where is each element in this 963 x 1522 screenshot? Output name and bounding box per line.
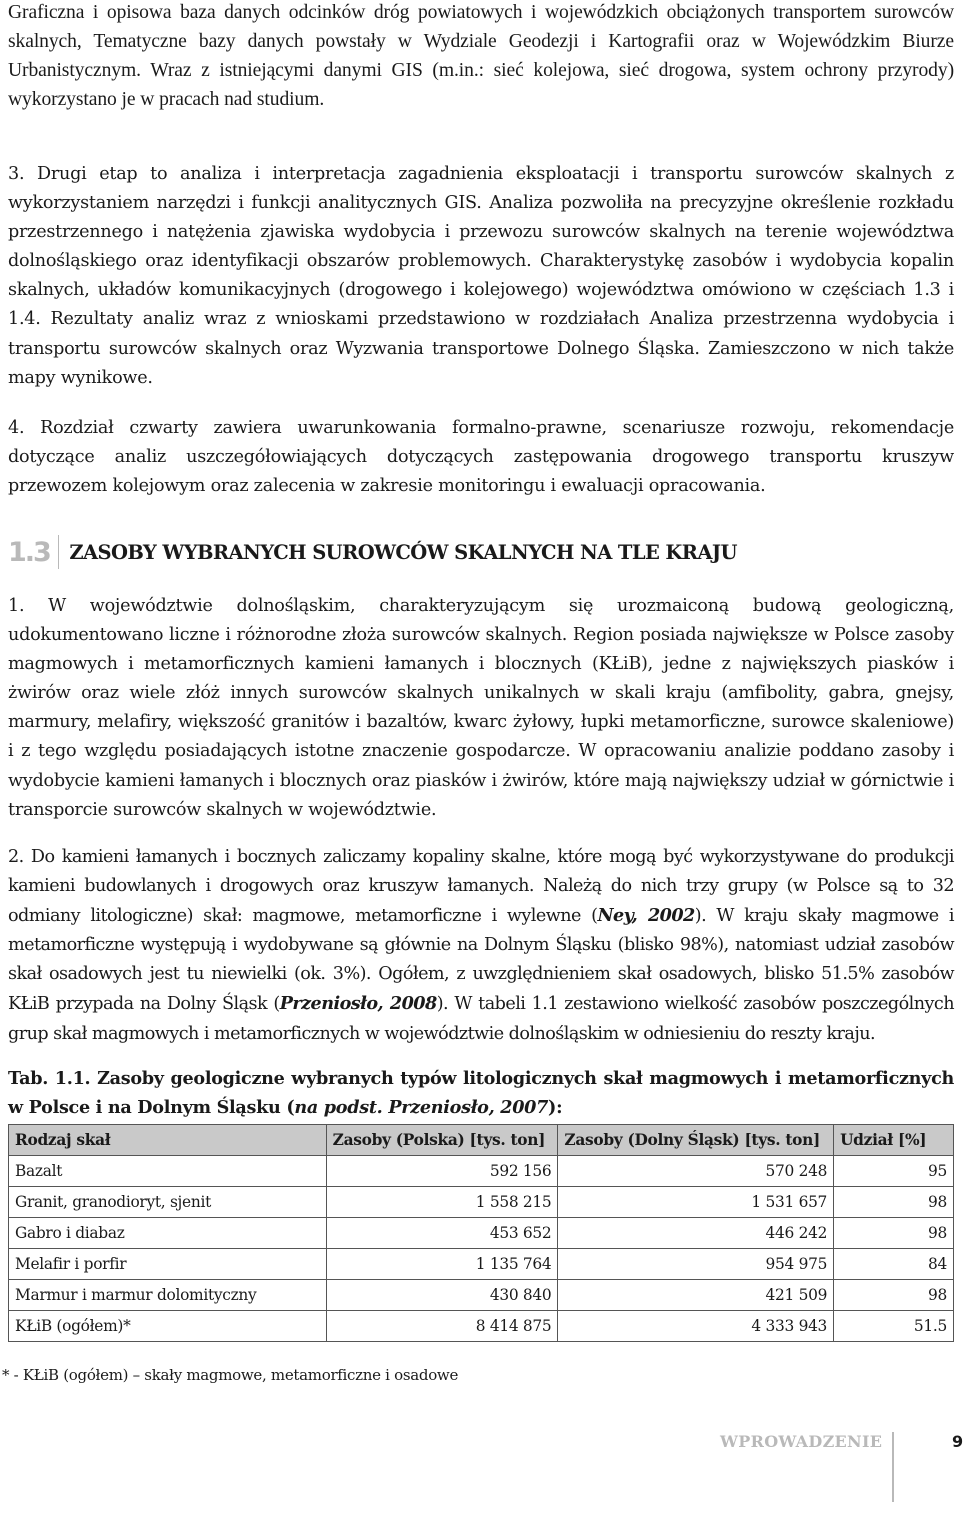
paragraph-text: ). W tabeli 1.1 zestawiono wielkość zasobów poszczególnych grup skał magmowych i metamorficznych w województwie dolnośląskim w odniesieniu do reszty kraju. (8, 994, 954, 1044)
table-cell: 453 652 (326, 1218, 558, 1249)
table-footnote: * - KŁiB (ogółem) – skały magmowe, metamorficzne i osadowe (2, 1366, 459, 1384)
table-cell: 4 333 943 (558, 1311, 834, 1342)
table-row (9, 1249, 954, 1280)
table-cell: 95 (834, 1156, 954, 1187)
paragraph-resources-2 (8, 843, 954, 1049)
caption-text: Tab. 1.1. Zasoby geologiczne wybranych typów litologicznych skał magmowych i metamorficznych w Polsce i na Dolnym Śląsku ( (8, 1068, 954, 1118)
table-cell: Gabro i diabaz (9, 1218, 327, 1249)
table-cell: 446 242 (558, 1218, 834, 1249)
column-header: Udział [%] (834, 1125, 954, 1156)
table-cell: 1 531 657 (558, 1187, 834, 1218)
table-caption (8, 1064, 954, 1122)
table-cell: Melafir i porfir (9, 1249, 327, 1280)
chapter-label: WPROWADZENIE (720, 1432, 883, 1451)
table-row (9, 1156, 954, 1187)
table-cell: 51.5 (834, 1311, 954, 1342)
section-number: 1.3 (8, 536, 50, 568)
section-heading (8, 535, 954, 569)
paragraph-resources-1: 1. W województwie dolnośląskim, charakteryzującym się urozmaiconą budową geologiczną, udokumentowano liczne i różnorodne złoża surowców skalnych. Region posiada największe w Polsce zasoby magmowych i metamorficznych kamieni łamanych i blocznych (KŁiB), jedne z największych piasków i żwirów oraz wiele złóż innych surowców skalnych unikalnych w skali kraju (amfibolity, gabra, gnejsy, marmury, melafiry, większość granitów i bazaltów, kwarc żyłowy, łupki metamorficzne, surowce skaleniowe) i z tego względu posiadających istotne znaczenie gospodarcze. W opracowaniu analizie poddano zasoby i wydobycie kamieni łamanych i blocznych oraz piasków i żwirów, które mają największy udział w górnictwie i transporcie surowców skalnych w województwie. (8, 596, 954, 820)
column-header: Rodzaj skał (9, 1125, 327, 1156)
table-cell: Bazalt (9, 1156, 327, 1187)
table-cell: 421 509 (558, 1280, 834, 1311)
column-header: Zasoby (Polska) [tys. ton] (326, 1125, 558, 1156)
table-row (9, 1187, 954, 1218)
paragraph-stage-4: 4. Rozdział czwarty zawiera uwarunkowania formalno-prawne, scenariusze rozwoju, rekomendacje dotyczące analiz uszczegółowiających dotyczących zastępowania drogowego transportu kruszyw przewozem kolejowym oraz zalecenia w zakresie monitoringu i ewaluacji opracowania. (8, 418, 954, 497)
table-row (9, 1280, 954, 1311)
column-header: Zasoby (Dolny Śląsk) [tys. ton] (558, 1125, 834, 1156)
section-title: ZASOBY WYBRANYCH SUROWCÓW SKALNYCH NA TLE KRAJU (69, 540, 737, 564)
caption-source: na podst. Przeniosło, 2007 (294, 1097, 549, 1118)
table-cell: Granit, granodioryt, sjenit (9, 1187, 327, 1218)
table-cell: 430 840 (326, 1280, 558, 1311)
table-cell: 1 558 215 (326, 1187, 558, 1218)
footer-divider (892, 1432, 894, 1502)
caption-text: ): (548, 1097, 563, 1118)
table-cell: 570 248 (558, 1156, 834, 1187)
citation-ney: Ney, 2002 (597, 905, 695, 927)
paragraph-text: ). W kraju skały magmowe i metamorficzne występują i wydobywane są głównie na Dolnym Śląsku (blisko 98%), natomiast udział zasobów skał osadowych jest tu niewielki (ok. 3%). Ogółem, z uwzględnieniem skał osadowych, blisko 51.5% zasobów KŁiB przypada na Dolny Śląsk ( (8, 906, 954, 1015)
citation-przenioslo: Przeniosło, 2008 (279, 993, 437, 1015)
table-cell: KŁiB (ogółem)* (9, 1311, 327, 1342)
table-cell: 8 414 875 (326, 1311, 558, 1342)
resources-table (8, 1124, 954, 1342)
table-header-row (9, 1125, 954, 1156)
page-number: 9 (952, 1432, 963, 1451)
table-cell: 592 156 (326, 1156, 558, 1187)
table-cell: 98 (834, 1280, 954, 1311)
table-cell: 98 (834, 1218, 954, 1249)
table-cell: 98 (834, 1187, 954, 1218)
table-cell: 1 135 764 (326, 1249, 558, 1280)
table-cell: 84 (834, 1249, 954, 1280)
table-cell: Marmur i marmur dolomityczny (9, 1280, 327, 1311)
table-row (9, 1311, 954, 1342)
paragraph-gis-databases: Graficzna i opisowa baza danych odcinków dróg powiatowych i wojewódzkich obciążonych transportem surowców skalnych, Tematyczne bazy danych powstały w Wydziale Geodezji i Kartografii oraz w Wojewódzkim Biurze Urbanistycznym. Wraz z istniejącymi danymi GIS (m.in.: sieć kolejowa, sieć drogowa, system ochrony przyrody) wykorzystano je w pracach nad studium. (8, 2, 954, 111)
section-divider (58, 535, 60, 569)
paragraph-stage-3: 3. Drugi etap to analiza i interpretacja zagadnienia eksploatacji i transportu surowców skalnych z wykorzystaniem narzędzi i funkcji analitycznych GIS. Analiza pozwoliła na precyzyjne określenie rozkładu przestrzennego i natężenia zjawiska wydobycia i przewozu surowców skalnych na terenie województwa dolnośląskiego oraz identyfikacji obszarów problemowych. Charakterystykę zasobów i wydobycia kopalin skalnych, układów komunikacyjnych (drogowego i kolejowego) województwa omówiono w częściach 1.3 i 1.4. Rezultaty analiz wraz z wnioskami przedstawiono w rozdziałach Analiza przestrzenna wydobycia i transportu surowców skalnych oraz Wyzwania transportowe Dolnego Śląska. Zamieszczono w nich także mapy wynikowe. (8, 164, 954, 388)
table-cell: 954 975 (558, 1249, 834, 1280)
paragraph-text: 2. Do kamieni łamanych i bocznych zaliczamy kopaliny skalne, które mogą być wykorzystywane do produkcji kamieni budowlanych i drogowych oraz kruszyw łamanych. Należą do nich trzy grupy (w Polsce są to 32 odmiany litologiczne) skał: magmowe, metamorficzne i wylewne ( (8, 847, 954, 927)
table-row (9, 1218, 954, 1249)
page-footer (720, 1432, 963, 1502)
